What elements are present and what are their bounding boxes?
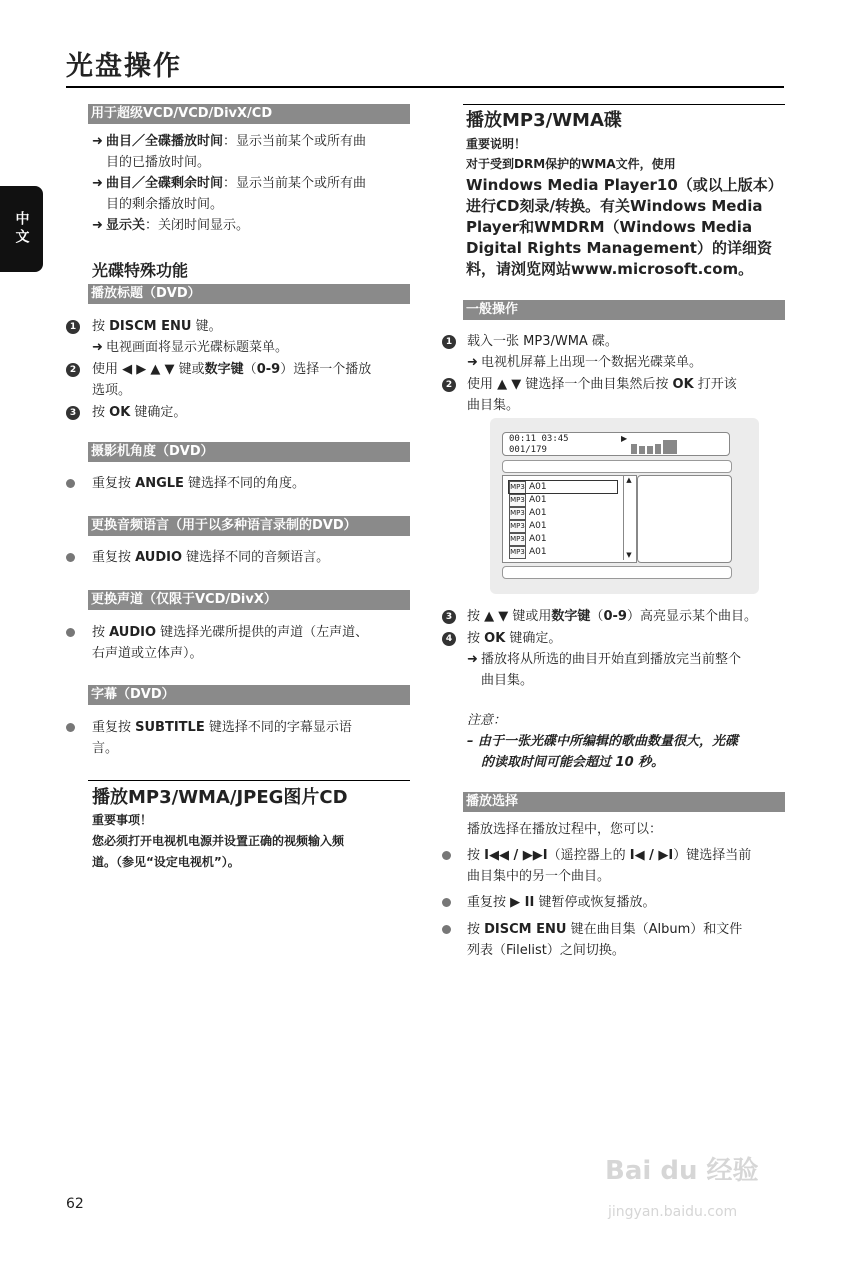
preview-panel <box>637 475 732 563</box>
step-text: 按 OK 键确定。 <box>467 631 562 646</box>
music-file-icon: MP3 <box>509 507 526 520</box>
list-item[interactable]: MP3 A01 <box>510 521 547 531</box>
note-text: 料，请浏览网站www.microsoft.com。 <box>466 260 754 278</box>
scrollbar[interactable] <box>623 476 634 560</box>
info-bar <box>502 460 732 473</box>
level-bar-icon <box>663 440 677 454</box>
section-bar-channel: 更换声道（仅限于VCD/DivX） <box>88 590 410 610</box>
step-number: 1 <box>442 335 456 349</box>
note-text: Player和WMDRM（Windows Media <box>466 218 753 236</box>
step-note: ➜ 电视画面将显示光碟标题菜单。 <box>92 337 288 358</box>
important-text: 道。（参见“设定电视机”）。 <box>92 855 240 869</box>
note-text: 对于受到DRM保护的WMA文件，使用 <box>466 157 676 171</box>
step-number: 1 <box>66 320 80 334</box>
divider <box>88 780 410 781</box>
bullet-icon <box>442 851 451 860</box>
scroll-down-icon[interactable]: ▼ <box>626 551 632 559</box>
track-counter: 001/179 <box>509 445 547 455</box>
notice-text: 的读取时间可能会超过 10 秒。 <box>481 755 665 770</box>
section-heading: 光碟特殊功能 <box>92 261 189 280</box>
bullet-icon <box>442 898 451 907</box>
bullet-text: 重复按 ▶ II 键暂停或恢复播放。 <box>467 895 656 910</box>
page-title: 光盘操作 <box>66 51 182 82</box>
file-list[interactable] <box>502 475 637 563</box>
arrow-icon: ➜ <box>92 134 103 149</box>
language-tab: 中文 <box>0 186 43 272</box>
note-label: 重要说明！ <box>466 137 527 151</box>
bullet-icon <box>66 553 75 562</box>
bullet-text: 重复按 AUDIO 键选择不同的音频语言。 <box>92 550 330 565</box>
arrow-icon: ➜ <box>92 218 103 233</box>
bullet-icon <box>442 925 451 934</box>
notice-text: – 由于一张光碟中所编辑的歌曲数量很大，光碟 <box>467 734 739 749</box>
bullet-text-cont: 右声道或立体声）。 <box>92 646 203 661</box>
bullet-text: 按 DISCM ENU 键在曲目集（Album）和文件 <box>467 922 743 937</box>
level-bar-icon <box>647 446 653 454</box>
bullet-text-cont: 曲目集中的另一个曲目。 <box>467 869 611 884</box>
arrow-icon: ➜ <box>467 652 478 667</box>
intro-text: 播放选择在播放过程中，您可以： <box>467 822 663 837</box>
step-text: 按 ▲ ▼ 键或用数字键（0-9）高亮显示某个曲目。 <box>467 609 757 624</box>
list-item[interactable]: MP3 A01 <box>510 495 547 505</box>
scroll-up-icon[interactable]: ▲ <box>626 476 632 484</box>
bullet-text-cont: 言。 <box>92 741 119 756</box>
list-item[interactable]: MP3 A01 <box>510 508 547 518</box>
section-bar-general: 一般操作 <box>463 300 785 320</box>
level-bar-icon <box>655 444 661 454</box>
list-item[interactable]: MP3 A01 <box>510 534 547 544</box>
title-rule <box>66 86 784 88</box>
section-bar-audio: 更换音频语言（用于以多种语言录制的DVD） <box>88 516 410 536</box>
music-file-icon: MP3 <box>509 481 526 494</box>
bottom-bar <box>502 566 732 579</box>
step-text: 按 OK 键确定。 <box>92 405 187 420</box>
section-bar-title: 播放标题（DVD） <box>88 284 410 304</box>
level-bar-icon <box>631 444 637 454</box>
step-number: 4 <box>442 632 456 646</box>
playback-status-box <box>502 432 730 456</box>
arrow-icon: ➜ <box>92 340 103 355</box>
bullet-icon <box>66 479 75 488</box>
bullet-text-cont: 列表（Filelist）之间切换。 <box>467 943 625 958</box>
section-heading: 播放MP3/WMA/JPEG图片CD <box>92 787 348 808</box>
music-file-icon: MP3 <box>509 533 526 546</box>
step-number: 3 <box>66 406 80 420</box>
note-text: Windows Media Player10（或以上版本） <box>466 176 783 194</box>
note-text: 进行CD刻录/转换。有关Windows Media <box>466 197 763 215</box>
notice-label: 注意： <box>467 713 507 728</box>
section-bar-subtitle: 字幕（DVD） <box>88 685 410 705</box>
bullet-icon <box>66 723 75 732</box>
bullet-text: 重复按 ANGLE 键选择不同的角度。 <box>92 476 306 491</box>
step-number: 2 <box>66 363 80 377</box>
bullet-icon <box>66 628 75 637</box>
important-text: 您必须打开电视机电源并设置正确的视频输入频 <box>92 834 345 848</box>
page-number: 62 <box>66 1196 84 1212</box>
list-item-cont: 目的已播放时间。 <box>106 155 211 170</box>
bullet-text: 按 AUDIO 键选择光碟所提供的声道（左声道、 <box>92 625 369 640</box>
list-item: ➜ 曲目／全碟剩余时间：显示当前某个或所有曲 <box>92 173 412 194</box>
section-heading: 播放MP3/WMA碟 <box>466 110 622 131</box>
music-file-icon: MP3 <box>509 494 526 507</box>
step-text: 使用 ▲ ▼ 键选择一个曲目集然后按 OK 打开该 <box>467 377 737 392</box>
step-text: 按 DISCM ENU 键。 <box>92 319 222 334</box>
step-note: ➜ 电视机屏幕上出现一个数据光碟菜单。 <box>467 352 702 373</box>
list-item: ➜ 曲目／全碟播放时间：显示当前某个或所有曲 <box>92 131 412 152</box>
step-text: 使用 ◀ ▶ ▲ ▼ 键或数字键（0-9）选择一个播放 <box>92 362 372 377</box>
list-item[interactable]: MP3 A01 <box>509 481 617 493</box>
play-icon: ▶ <box>621 434 628 443</box>
list-item-cont: 目的剩余播放时间。 <box>106 197 224 212</box>
bullet-text: 重复按 SUBTITLE 键选择不同的字幕显示语 <box>92 720 352 735</box>
important-label: 重要事项！ <box>92 813 153 827</box>
elapsed-time: 00:11 03:45 <box>509 434 569 444</box>
list-item[interactable]: MP3 A01 <box>510 547 547 557</box>
note-text: Digital Rights Management）的详细资 <box>466 239 772 257</box>
step-number: 3 <box>442 610 456 624</box>
music-file-icon: MP3 <box>509 520 526 533</box>
list-item: ➜ 显示关：关闭时间显示。 <box>92 215 412 236</box>
music-file-icon: MP3 <box>509 546 526 559</box>
arrow-icon: ➜ <box>467 355 478 370</box>
section-bar-svcd: 用于超级VCD/VCD/DivX/CD <box>88 104 410 124</box>
step-note: ➜ 播放将从所选的曲目开始直到播放完当前整个 <box>467 649 741 670</box>
step-text-cont: 曲目集。 <box>467 398 520 413</box>
step-number: 2 <box>442 378 456 392</box>
step-text-cont: 选项。 <box>92 383 132 398</box>
divider <box>463 104 785 105</box>
step-note-cont: 曲目集。 <box>481 673 534 688</box>
watermark-url: jingyan.baidu.com <box>608 1204 738 1220</box>
step-text: 载入一张 MP3/WMA 碟。 <box>467 334 618 349</box>
level-bar-icon <box>639 446 645 454</box>
bullet-text: 按 I◀◀ / ▶▶I（遥控器上的 I◀ / ▶I）键选择当前 <box>467 848 752 863</box>
section-bar-playback: 播放选择 <box>463 792 785 812</box>
arrow-icon: ➜ <box>92 176 103 191</box>
section-bar-angle: 摄影机角度（DVD） <box>88 442 410 462</box>
watermark-logo: Bai du 经验 <box>605 1156 759 1186</box>
